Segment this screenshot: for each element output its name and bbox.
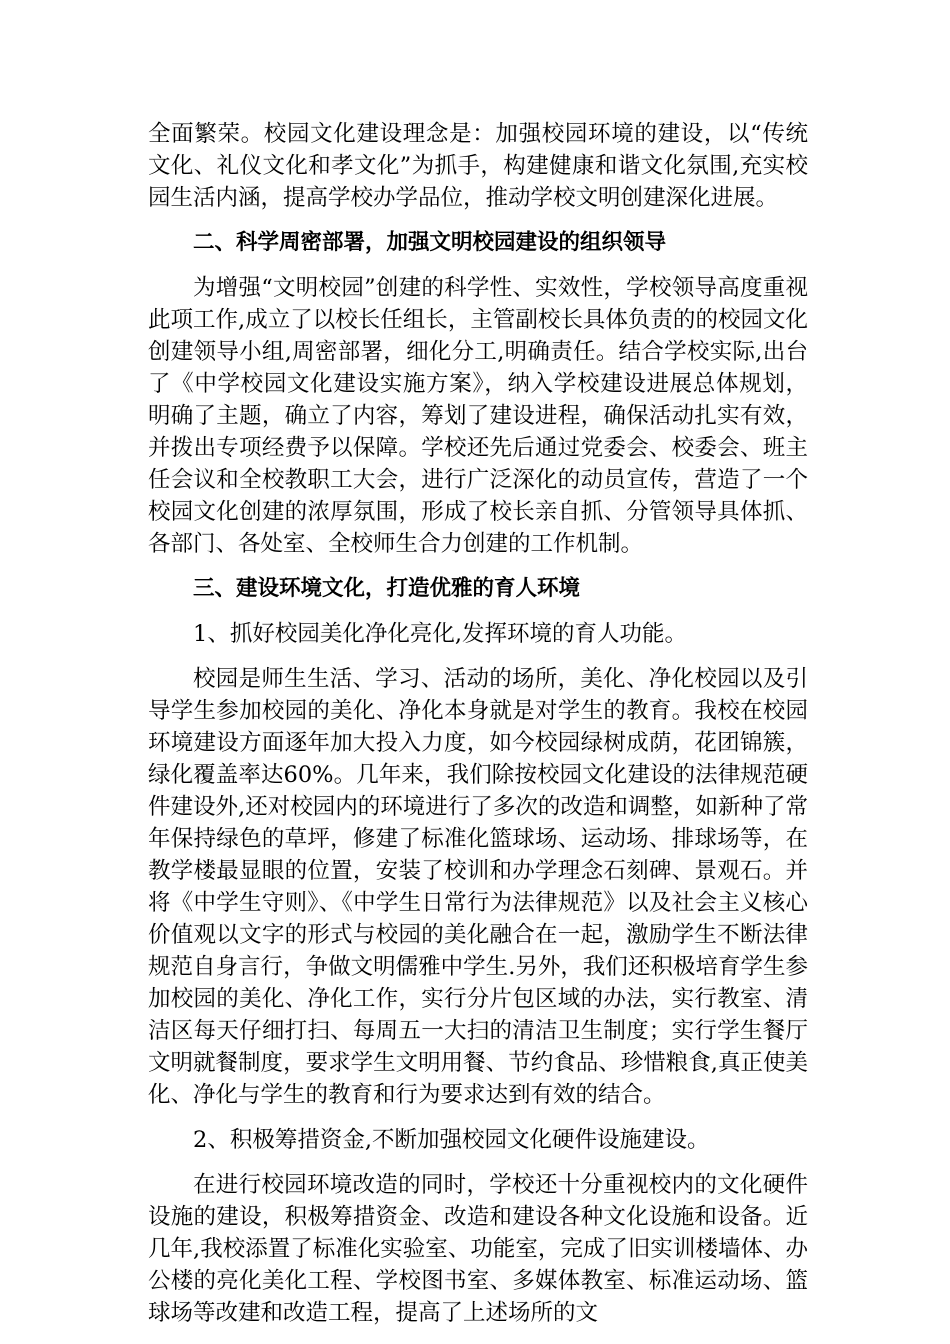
- subsection-1-paragraph: 校园是师生生活、学习、活动的场所，美化、净化校园以及引导学生参加校园的美化、净化本身就是对学生的教育。我校在校园环境建设方面逐年加大投入力度，如今校园绿树成荫，花团锦簇，绿化覆盖率达60%。几年来，我们除按校园文化建设的法律规范硬件建设外,还对校园内的环境进行了多次的改造和调整，如新种了常年保持绿色的草坪，修建了标准化篮球场、运动场、排球场等，在教学楼最显眼的位置，安装了校训和办学理念石刻碑、景观石。并将《中学生守则》、《中学生日常行为法律规范》以及社会主义核心价值观以文字的形式与校园的美化融合在一起，激励学生不断法律规范自身言行，争做文明儒雅中学生.另外，我们还积极培育学生参加校园的美化、净化工作，实行分片包区域的办法，实行教室、清洁区每天仔细打扫、每周五一大扫的清洁卫生制度；实行学生餐厅文明就餐制度，要求学生文明用餐、节约食品、珍惜粮食,真正使美化、净化与学生的教育和行为要求达到有效的结合。: [148, 666, 808, 1108]
- section-heading-3: 三、建设环境文化，打造优雅的育人环境: [193, 576, 581, 601]
- intro-paragraph: 全面繁荣。校园文化建设理念是：加强校园环境的建设，以“传统文化、礼仪文化和孝文化”为抓手，构建健康和谐文化氛围,充实校园生活内涵，提高学校办学品位，推动学校文明创建深化进展。: [148, 121, 808, 211]
- document-page: [148, 118, 808, 1342]
- subsection-2-paragraph: 在进行校园环境改造的同时，学校还十分重视校内的文化硬件设施的建设，积极筹措资金、改造和建设各种文化设施和设备。近几年,我校添置了标准化实验室、功能室，完成了旧实训楼墙体、办公楼的亮化美化工程、学校图书室、多媒体教室、标准运动场、篮球场等改建和改造工程，提高了上述场所的文: [148, 1172, 808, 1326]
- subheading-2: 2、积极筹措资金,不断加强校园文化硬件设施建设。: [193, 1127, 710, 1153]
- section-heading-2: 二、科学周密部署，加强文明校园建设的组织领导: [193, 230, 667, 255]
- subheading-1: 1、抓好校园美化净化亮化,发挥环境的育人功能。: [193, 621, 687, 647]
- section-2-paragraph: 为增强“文明校园”创建的科学性、实效性，学校领导高度重视此项工作,成立了以校长任组长，主管副校长具体负责的的校园文化创建领导小组,周密部署，细化分工,明确责任。结合学校实际,出台了《中学校园文化建设实施方案》，纳入学校建设进展总体规划，明确了主题，确立了内容，筹划了建设进程，确保活动扎实有效，并拨出专项经费予以保障。学校还先后通过党委会、校委会、班主任会议和全校教职工大会，进行广泛深化的动员宣传，营造了一个校园文化创建的浓厚氛围，形成了校长亲自抓、分管领导具体抓、各部门、各处室、全校师生合力创建的工作机制。: [148, 275, 808, 557]
